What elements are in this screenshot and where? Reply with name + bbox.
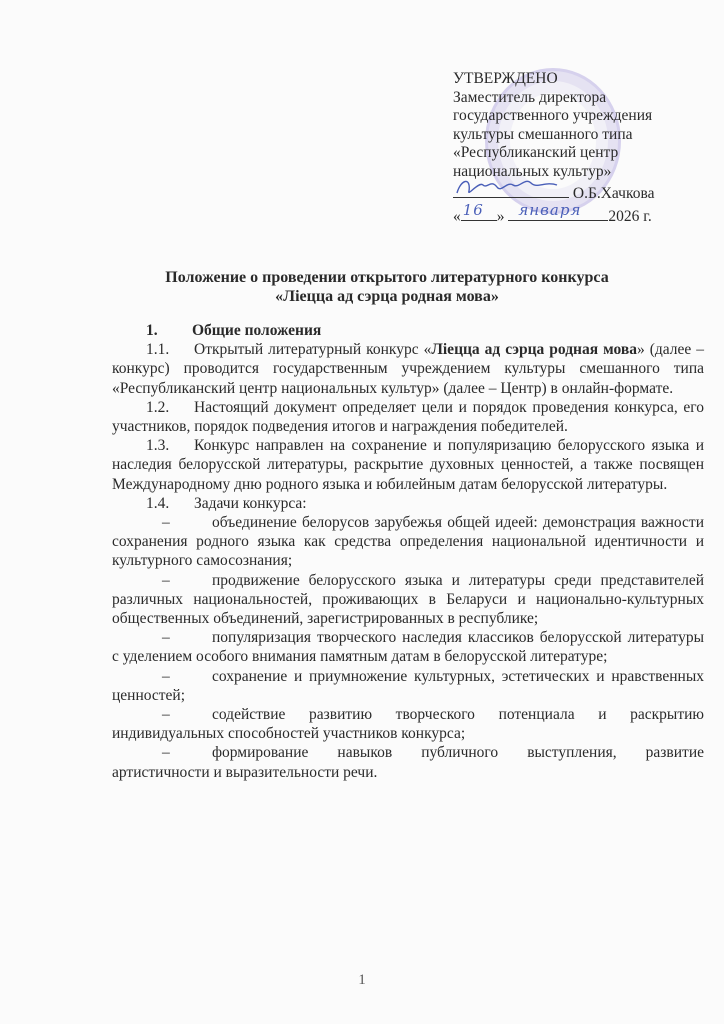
task-item: [112, 628, 704, 666]
paragraph-text: Задачи конкурса:: [194, 494, 307, 512]
dash-bullet: –: [162, 744, 170, 762]
task-item: [112, 571, 704, 629]
dash-bullet: –: [162, 514, 170, 532]
paragraph-text: Конкурс направлен на сохранение и популяризацию белорусского языка и наследия белорусской литературы, раскрытие духовных ценностей, а также посвящен Международному дню родного языка и юбилейным датам белорусской литературы.: [112, 437, 704, 493]
paragraph-number: 1.1.: [146, 341, 170, 359]
document-body: [112, 321, 704, 782]
date-month: января: [518, 201, 582, 219]
paragraph-1-3: [112, 436, 704, 494]
paragraph-text: Открытый литературный конкурс «: [194, 341, 432, 359]
page-number: 1: [358, 972, 366, 988]
date-quote-open: «: [453, 207, 461, 225]
date-day-line: [461, 201, 497, 221]
paragraph-number: 1.2.: [146, 398, 170, 416]
approval-line: государственного учреждения: [453, 107, 653, 124]
contest-name: Лiецца ад сэрца родная мова: [431, 341, 637, 359]
section-number: 1.: [146, 322, 158, 339]
title-line: Положение о проведении открытого литературного конкурса: [165, 269, 609, 286]
dash-bullet: –: [162, 706, 170, 724]
approval-block: [453, 70, 693, 226]
document-title: [0, 268, 724, 306]
dash-bullet: –: [162, 571, 170, 589]
approval-line: Заместитель директора: [453, 88, 607, 106]
task-text: продвижение белорусского языка и литературы среди представителей различных национальностей, проживающих в Беларуси и национально-культурных общественных объединений, зарегистрированных в республике;: [112, 571, 704, 628]
task-text: формирование навыков публичного выступления, развитие артистичности и выразительности речи.: [112, 744, 704, 781]
section-title: Общие положения: [192, 322, 322, 339]
task-text: популяризация творческого наследия классиков белорусской литературы с уделением особого внимания памятным датам в белорусской литературе;: [112, 629, 704, 666]
paragraph-number: 1.4.: [146, 494, 170, 512]
task-text: содействие развитию творческого потенциала и раскрытию индивидуальных способностей участников конкурса;: [112, 706, 704, 743]
paragraph-number: 1.3.: [146, 437, 170, 455]
title-contest-name: «Лiецца ад сэрца родная мова»: [275, 288, 499, 305]
date-day: 16: [462, 201, 484, 219]
signature-icon: [453, 175, 563, 199]
signatory-name: О.Б.Хачкова: [572, 185, 655, 202]
paragraph-text: Настоящий документ определяет цели и порядок проведения конкурса, его участников, порядок подведения итогов и награждения победителей.: [112, 398, 704, 436]
paragraph-text: » (далее – конкурс) проводится государственным учреждением культуры смешанного типа «Республиканский центр национальных культур» (далее – Центр) в онлайн-формате.: [112, 341, 705, 397]
approval-line: национальных культур»: [453, 162, 612, 180]
task-item: [112, 667, 704, 705]
date-quote-close: »: [496, 207, 505, 225]
approval-line: культуры смешанного типа: [453, 125, 633, 143]
approval-date: [453, 201, 693, 227]
paragraph-1-4: [112, 494, 704, 513]
paragraph-1-1: [112, 340, 704, 398]
date-month-line: [508, 201, 608, 221]
task-item: [112, 513, 704, 571]
task-item: [112, 743, 704, 781]
approval-heading: УТВЕРЖДЕНО: [453, 70, 558, 87]
signature-line: [453, 181, 569, 198]
task-text: сохранение и приумножение культурных, эстетических и нравственных ценностей;: [112, 667, 704, 704]
approval-line: «Республиканский центр: [453, 144, 619, 161]
dash-bullet: –: [162, 629, 170, 647]
task-item: [112, 705, 704, 743]
paragraph-1-2: [112, 398, 704, 436]
date-year: 2026 г.: [608, 207, 652, 225]
dash-bullet: –: [162, 667, 170, 685]
section-heading: [112, 321, 704, 340]
task-text: объединение белорусов зарубежья общей идеей: демонстрация важности сохранения родного языка как средства определения национальной идентичности и культурного самосознания;: [112, 514, 704, 570]
